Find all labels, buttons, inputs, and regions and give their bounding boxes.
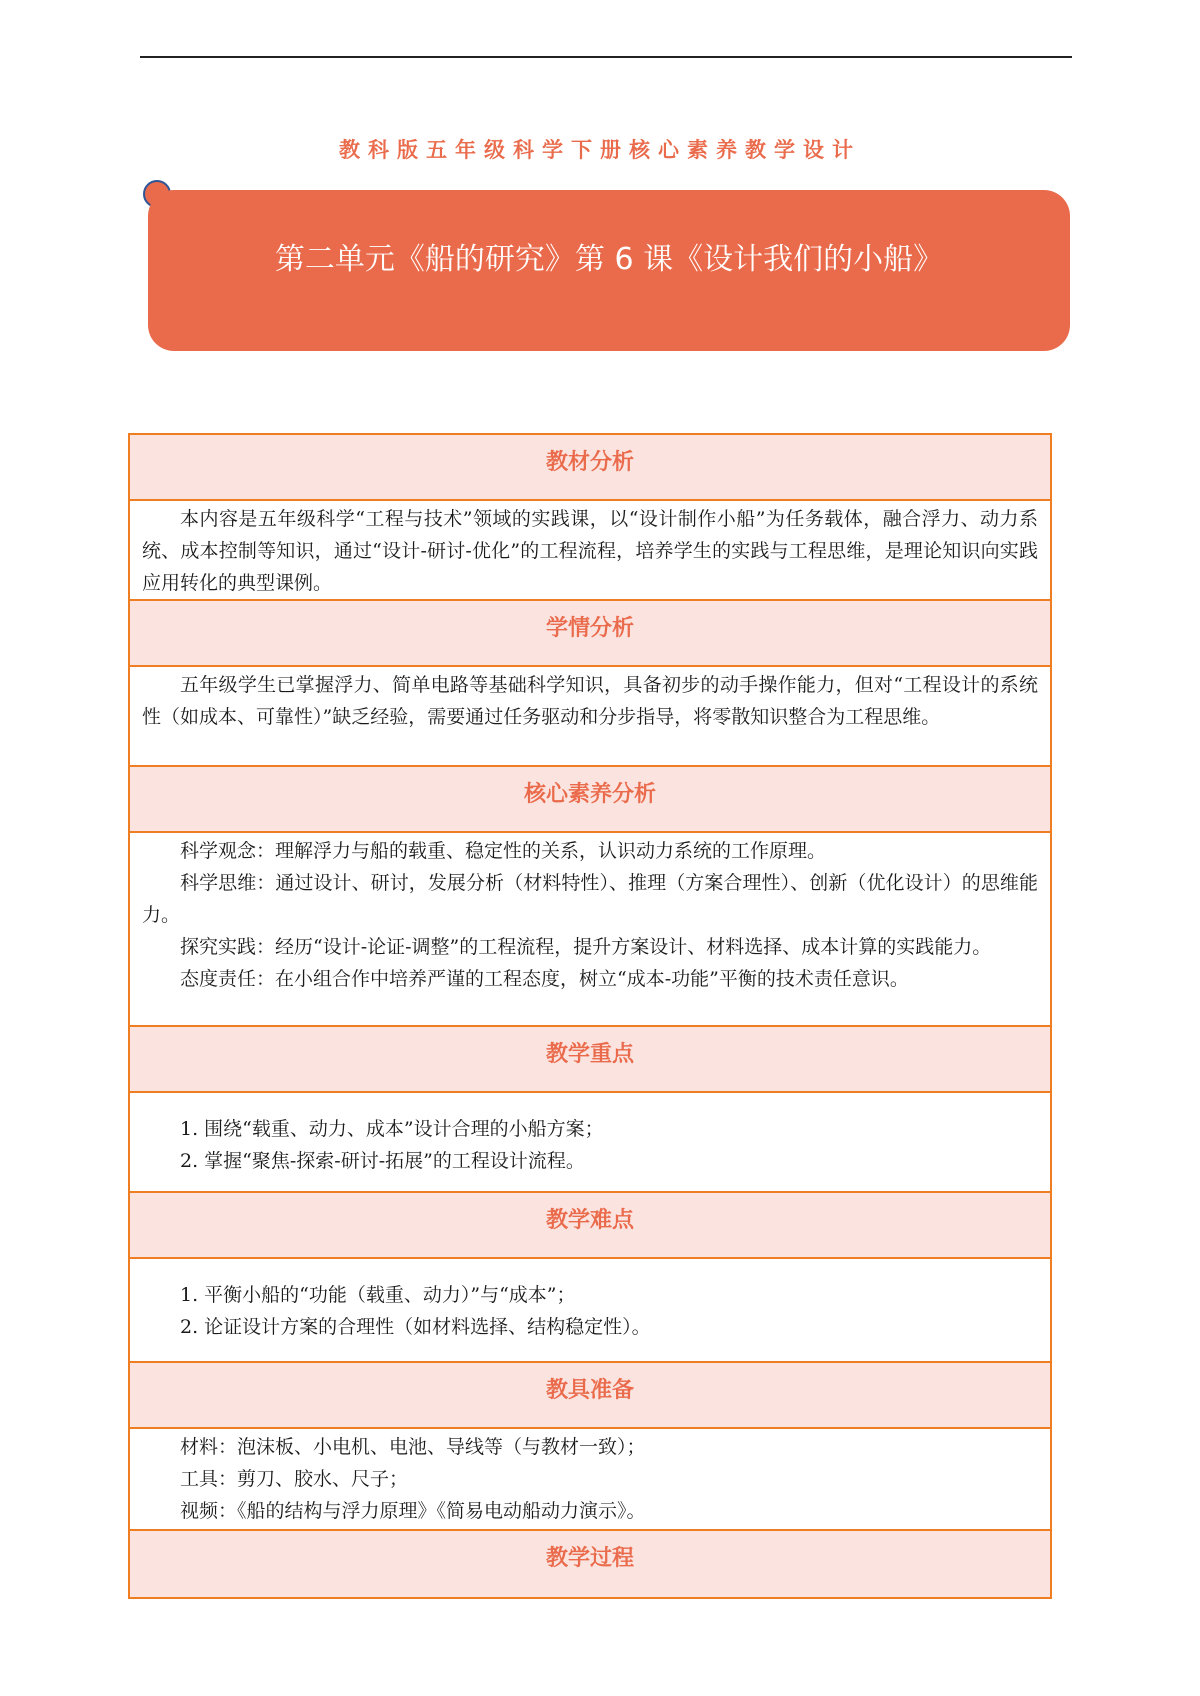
paragraph: 态度责任：在小组合作中培养严谨的工程态度，树立“成本-功能”平衡的技术责任意识。 xyxy=(180,968,909,990)
title-banner xyxy=(148,190,1070,351)
lesson-plan-table xyxy=(128,433,1052,1599)
paragraph: 本内容是五年级科学“工程与技术”领域的实践课，以“设计制作小船”为任务载体，融合浮力、动力系统、成本控制等知识，通过“设计-研讨-优化”的工程流程，培养学生的实践与工程思维，是理论知识向实践应用转化的典型课例。 xyxy=(142,508,1038,594)
list-item: 工具：剪刀、胶水、尺子； xyxy=(180,1468,409,1490)
section-heading-focus: 教学重点 xyxy=(130,1027,1050,1093)
section-heading-process: 教学过程 xyxy=(130,1531,1050,1597)
section-body-focus xyxy=(130,1093,1050,1193)
section-body-tools xyxy=(130,1429,1050,1531)
section-body-literacy xyxy=(130,833,1050,1027)
section-heading-literacy: 核心素养分析 xyxy=(130,767,1050,833)
section-body-difficulty xyxy=(130,1259,1050,1363)
list-item: 2. 掌握“聚焦-探索-研讨-拓展”的工程设计流程。 xyxy=(180,1150,585,1172)
section-heading-textbook: 教材分析 xyxy=(130,435,1050,501)
section-heading-students: 学情分析 xyxy=(130,601,1050,667)
list-item: 1. 平衡小船的“功能（载重、动力）”与“成本”； xyxy=(180,1284,576,1306)
paragraph: 探究实践：经历“设计-论证-调整”的工程流程，提升方案设计、材料选择、成本计算的实践能力。 xyxy=(180,936,992,958)
section-body-textbook xyxy=(130,501,1050,601)
document-kicker: 教科版五年级科学下册核心素养教学设计 xyxy=(339,138,861,162)
list-item: 1. 围绕“载重、动力、成本”设计合理的小船方案； xyxy=(180,1118,604,1140)
page-title: 第二单元《船的研究》第 6 课《设计我们的小船》 xyxy=(274,241,944,277)
list-item: 2. 论证设计方案的合理性（如材料选择、结构稳定性）。 xyxy=(180,1316,651,1338)
section-body-students xyxy=(130,667,1050,767)
top-rule xyxy=(140,56,1072,58)
paragraph: 科学思维：通过设计、研讨，发展分析（材料特性）、推理（方案合理性）、创新（优化设计）的思维能力。 xyxy=(142,872,1038,926)
paragraph: 五年级学生已掌握浮力、简单电路等基础科学知识，具备初步的动手操作能力，但对“工程设计的系统性（如成本、可靠性）”缺乏经验，需要通过任务驱动和分步指导，将零散知识整合为工程思维。 xyxy=(142,674,1038,728)
section-heading-tools: 教具准备 xyxy=(130,1363,1050,1429)
list-item: 视频：《船的结构与浮力原理》《简易电动船动力演示》。 xyxy=(180,1500,646,1522)
paragraph: 科学观念：理解浮力与船的载重、稳定性的关系，认识动力系统的工作原理。 xyxy=(180,840,827,862)
list-item: 材料：泡沫板、小电机、电池、导线等（与教材一致）； xyxy=(180,1436,646,1458)
section-heading-difficulty: 教学难点 xyxy=(130,1193,1050,1259)
